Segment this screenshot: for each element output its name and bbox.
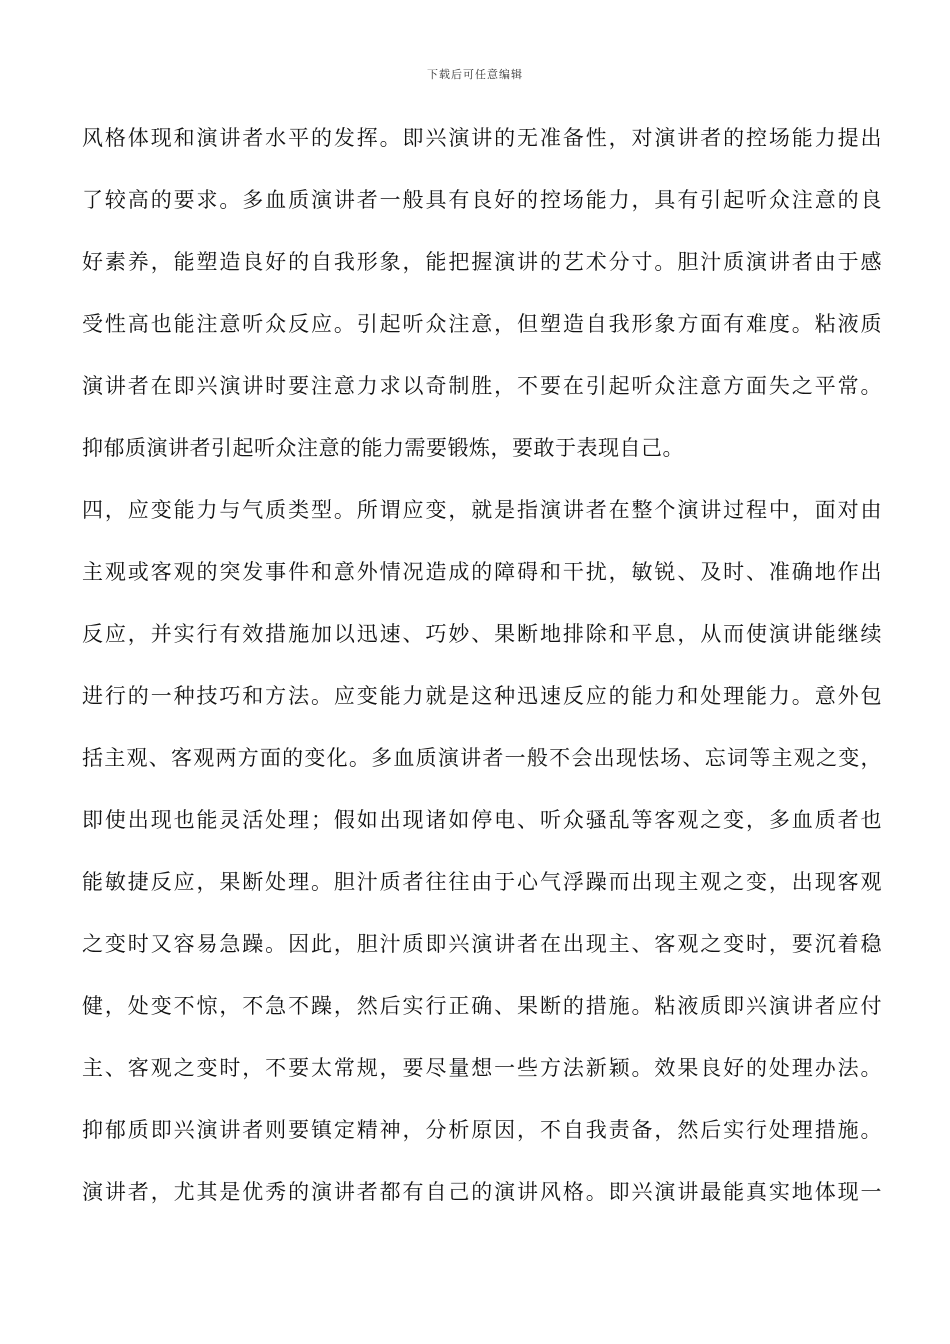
text-line: 好素养，能塑造良好的自我形象，能把握演讲的艺术分寸。胆汁质演讲者由于感 bbox=[82, 250, 882, 274]
text-line: 反应，并实行有效措施加以迅速、巧妙、果断地排除和平息，从而使演讲能继续 bbox=[82, 622, 882, 646]
text-line: 抑郁质即兴演讲者则要镇定精神，分析原因，不自我责备，然后实行处理措施。 bbox=[82, 1118, 882, 1142]
body-text bbox=[82, 118, 882, 1234]
text-line: 进行的一种技巧和方法。应变能力就是这种迅速反应的能力和处理能力。意外包 bbox=[82, 684, 882, 708]
text-line: 受性高也能注意听众反应。引起听众注意，但塑造自我形象方面有难度。粘液质 bbox=[82, 312, 882, 336]
text-line: 能敏捷反应，果断处理。胆汁质者往往由于心气浮躁而出现主观之变，出现客观 bbox=[82, 870, 882, 894]
text-line: 四，应变能力与气质类型。所谓应变，就是指演讲者在整个演讲过程中，面对由 bbox=[82, 498, 882, 522]
page-header: 下载后可任意编辑 bbox=[427, 68, 523, 81]
text-line: 健，处变不惊，不急不躁，然后实行正确、果断的措施。粘液质即兴演讲者应付 bbox=[82, 994, 882, 1018]
text-line: 之变时又容易急躁。因此，胆汁质即兴演讲者在出现主、客观之变时，要沉着稳 bbox=[82, 932, 882, 956]
text-line: 演讲者在即兴演讲时要注意力求以奇制胜，不要在引起听众注意方面失之平常。 bbox=[82, 374, 882, 398]
text-line: 演讲者，尤其是优秀的演讲者都有自己的演讲风格。即兴演讲最能真实地体现一 bbox=[82, 1180, 882, 1204]
text-line: 即使出现也能灵活处理；假如出现诸如停电、听众骚乱等客观之变，多血质者也 bbox=[82, 808, 882, 832]
text-line: 风格体现和演讲者水平的发挥。即兴演讲的无准备性，对演讲者的控场能力提出 bbox=[82, 126, 882, 150]
text-line: 括主观、客观两方面的变化。多血质演讲者一般不会出现怯场、忘词等主观之变， bbox=[82, 746, 882, 770]
text-line: 抑郁质演讲者引起听众注意的能力需要锻炼，要敢于表现自己。 bbox=[82, 436, 684, 460]
text-line: 了较高的要求。多血质演讲者一般具有良好的控场能力，具有引起听众注意的良 bbox=[82, 188, 882, 212]
text-line: 主、客观之变时，不要太常规，要尽量想一些方法新颖。效果良好的处理办法。 bbox=[82, 1056, 882, 1080]
text-line: 主观或客观的突发事件和意外情况造成的障碍和干扰，敏锐、及时、准确地作出 bbox=[82, 560, 882, 584]
